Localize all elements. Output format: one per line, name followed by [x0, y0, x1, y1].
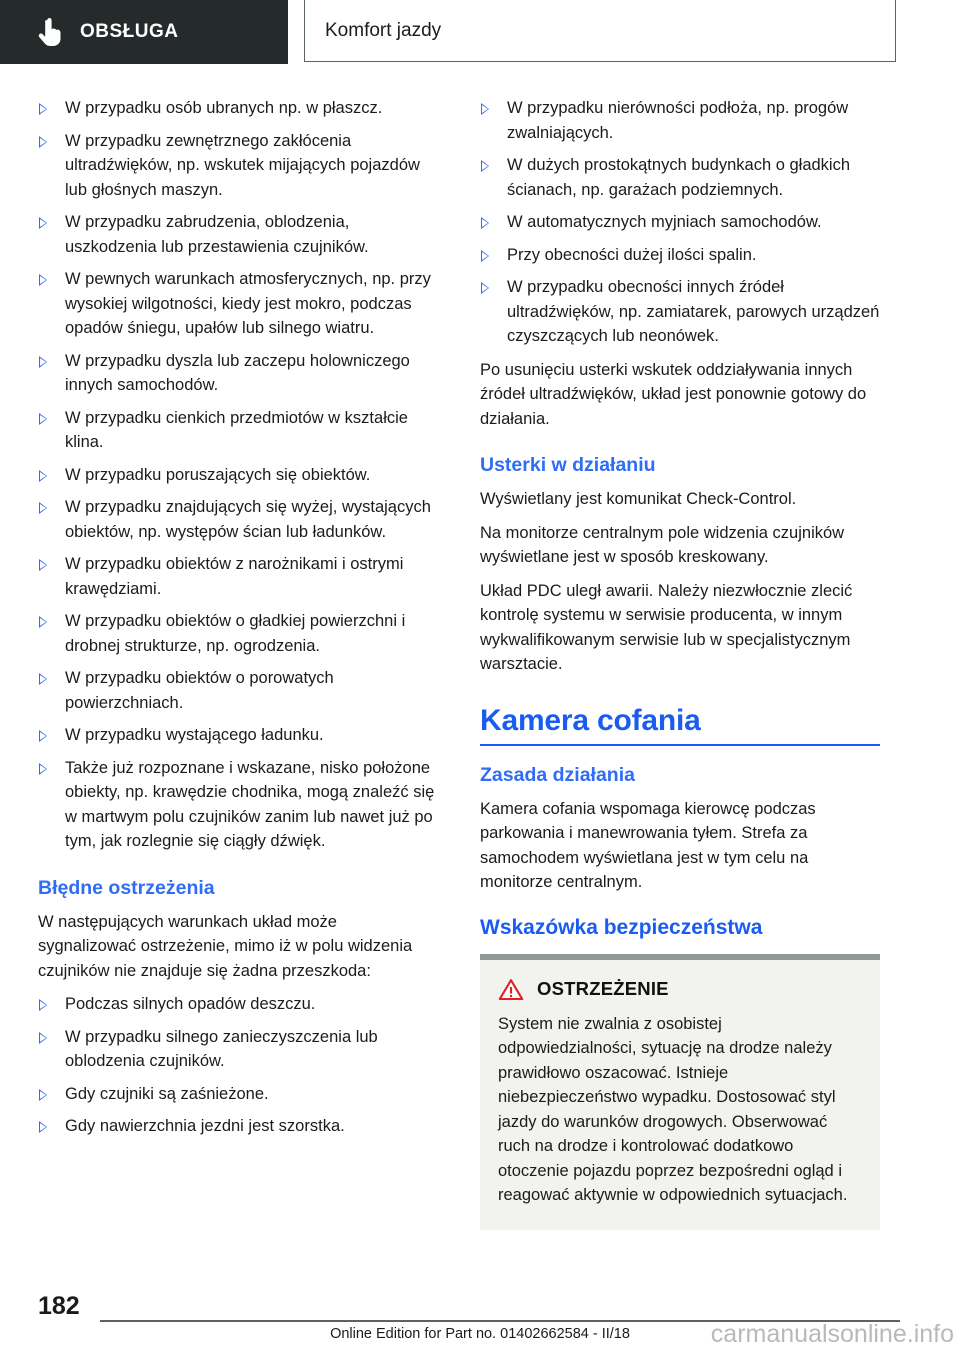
right-bullet-list-1: [480, 96, 880, 349]
list-item-text: W dużych prostokątnych budynkach o gładkich ścianach, np. garażach podziemnych.: [507, 156, 851, 199]
list-item: [38, 406, 438, 455]
list-item: [38, 349, 438, 398]
triangle-bullet-icon: [39, 356, 47, 368]
list-item: [38, 1082, 438, 1107]
list-item: [38, 666, 438, 715]
list-item: [480, 275, 880, 349]
heading-usterki-w-dzialaniu: Usterki w działaniu: [480, 454, 656, 476]
warning-triangle-icon: [498, 978, 524, 1001]
triangle-bullet-icon: [39, 616, 47, 628]
left-bullet-list-1: [38, 96, 438, 854]
list-item-text: W przypadku osób ubranych np. w płaszcz.: [65, 99, 383, 117]
watermark-text: carmanualsonline.info: [710, 1320, 954, 1348]
paragraph-bledne-intro: W następujących warunkach układ może sygnalizować ostrzeżenie, mimo iż w polu widzenia czujników nie znajduje się żadna przeszkoda:: [38, 912, 413, 980]
list-item-text: W przypadku poruszających się obiektów.: [65, 465, 371, 484]
heading-zasada-dzialania: Zasada działania: [480, 763, 635, 786]
list-item: [480, 210, 880, 235]
triangle-bullet-icon: [39, 502, 47, 514]
paragraph-usterki-3: Układ PDC uległ awarii. Należy niezwłocznie zlecić kontrolę systemu w serwisie producenta, w innym wykwalifikowanym serwisie lub w specjalistycznym warsztacie.: [480, 581, 853, 673]
list-item: [38, 96, 438, 121]
triangle-bullet-icon: [39, 1032, 47, 1044]
triangle-bullet-icon: [39, 217, 47, 229]
warning-title: OSTRZEŻENIE: [537, 978, 669, 999]
triangle-bullet-icon: [39, 470, 47, 482]
list-item: [38, 992, 438, 1017]
list-item-text: Gdy nawierzchnia jezdni jest szorstka.: [65, 1117, 345, 1135]
paragraph-usterki-1: Wyświetlany jest komunikat Check-Control.: [480, 490, 797, 508]
warning-title-row: [498, 978, 862, 1001]
list-item-text: W przypadku cienkich przedmiotów w kształcie klina.: [65, 408, 408, 451]
triangle-bullet-icon: [39, 999, 47, 1011]
paragraph-usterki-2: Na monitorze centralnym pole widzenia czujników wyświetlane jest w sposób kreskowany.: [480, 523, 845, 566]
triangle-bullet-icon: [39, 136, 47, 148]
triangle-bullet-icon: [481, 160, 489, 172]
list-item: [38, 463, 438, 488]
list-item: [38, 723, 438, 748]
list-item: [480, 96, 880, 145]
triangle-bullet-icon: [481, 217, 489, 229]
footer-edition-text: Online Edition for Part no. 01402662584 - II/18: [330, 1326, 630, 1342]
list-item-text: Podczas silnych opadów deszczu.: [65, 995, 316, 1013]
left-column: [38, 96, 438, 1148]
triangle-bullet-icon: [39, 413, 47, 425]
list-item: [38, 609, 438, 658]
paragraph-zasada: Kamera cofania wspomaga kierowcę podczas parkowania i manewrowania tyłem. Strefa za samochodem wyświetlana jest w tym celu na monitorze centralnym.: [480, 799, 816, 891]
list-item: [480, 243, 880, 268]
triangle-bullet-icon: [39, 1089, 47, 1101]
triangle-bullet-icon: [39, 103, 47, 115]
pointing-hand-icon: [38, 18, 62, 46]
triangle-bullet-icon: [481, 103, 489, 115]
list-item-text: W przypadku dyszla lub zaczepu holowniczego innych samochodów.: [65, 351, 410, 394]
heading-kamera-cofania: Kamera cofania: [480, 703, 701, 737]
left-bullet-list-2: [38, 992, 438, 1139]
list-item-text: W przypadku obiektów z narożnikami i ostrymi krawędziami.: [65, 555, 404, 598]
triangle-bullet-icon: [39, 673, 47, 685]
list-item: [38, 495, 438, 544]
warning-box: [480, 954, 880, 1230]
list-item-text: W przypadku zabrudzenia, oblodzenia, uszkodzenia lub przestawienia czujników.: [65, 213, 369, 256]
triangle-bullet-icon: [481, 282, 489, 294]
list-item: [38, 552, 438, 601]
list-item: [38, 129, 438, 203]
list-item-text: W przypadku obiektów o gładkiej powierzchni i drobnej strukturze, np. ogrodzenia.: [65, 612, 406, 655]
list-item-text: W przypadku znajdujących się wyżej, wystających obiektów, np. występów ścian lub ładunków.: [65, 498, 431, 541]
triangle-bullet-icon: [39, 274, 47, 286]
list-item-text: W pewnych warunkach atmosferycznych, np. przy wysokiej wilgotności, kiedy jest mokro, podczas opadów śniegu, upałów lub silnego wiatru.: [65, 270, 431, 337]
list-item-text: W automatycznych myjniach samochodów.: [507, 213, 822, 231]
list-item-text: Przy obecności dużej ilości spalin.: [507, 245, 757, 264]
list-item-text: W przypadku nierówności podłoża, np. progów zwalniających.: [507, 99, 849, 142]
tab-obsluga[interactable]: [0, 0, 288, 64]
list-item-text: W przypadku silnego zanieczyszczenia lub oblodzenia czujników.: [65, 1027, 378, 1070]
list-item: [38, 756, 438, 854]
heading-bledne-ostrzezenia: Błędne ostrzeżenia: [38, 876, 215, 899]
list-item-text: W przypadku obecności innych źródeł ultradźwięków, np. zamiatarek, parowych urządzeń czyszczących lub neonówek.: [507, 278, 880, 345]
tab-komfort-jazdy[interactable]: [304, 0, 896, 62]
list-item: [38, 267, 438, 341]
list-item-text: W przypadku wystającego ładunku.: [65, 726, 324, 744]
right-column: [480, 96, 880, 1230]
page-header: [0, 0, 960, 64]
heading-rule: [480, 744, 880, 746]
triangle-bullet-icon: [39, 763, 47, 775]
triangle-bullet-icon: [481, 250, 489, 262]
page-number: 182: [38, 1292, 80, 1320]
heading-wskazowka-bezpieczenstwa: Wskazówka bezpieczeństwa: [480, 915, 763, 939]
list-item: [480, 153, 880, 202]
list-item: [38, 1025, 438, 1074]
warning-body-text: System nie zwalnia z osobistej odpowiedzialności, sytuację na drodze należy prawidłowo oszacować. Istnieje niebezpieczeństwo wypadku. Dostosować styl jazdy do warunków drogowych. Obserwować ruch na drodze i kontrolować dodatkowo otoczenie pojazdu poprzez bezpośredni ogląd i reagować aktywnie w odpowiednich sytuacjach.: [498, 1014, 848, 1204]
page-footer: [0, 1284, 960, 1362]
warning-box-inner: [480, 960, 880, 1230]
triangle-bullet-icon: [39, 1121, 47, 1133]
list-item: [38, 210, 438, 259]
triangle-bullet-icon: [39, 559, 47, 571]
paragraph-po-usunieciu: Po usunięciu usterki wskutek oddziaływania innych źródeł ultradźwięków, układ jest ponownie gotowy do działania.: [480, 360, 867, 428]
tab-komfort-jazdy-label: Komfort jazdy: [325, 19, 442, 41]
list-item: [38, 1114, 438, 1139]
tab-obsluga-label: OBSŁUGA: [80, 21, 179, 42]
triangle-bullet-icon: [39, 730, 47, 742]
list-item-text: Gdy czujniki są zaśnieżone.: [65, 1084, 269, 1103]
list-item-text: Także już rozpoznane i wskazane, nisko położone obiekty, np. krawędzie chodnika, mogą znaleźć się w martwym polu czujników zanim lub nawet już po tym, jak rozlegnie się ciągły dźwięk.: [65, 758, 435, 850]
list-item-text: W przypadku obiektów o porowatych powierzchniach.: [65, 669, 334, 712]
list-item-text: W przypadku zewnętrznego zakłócenia ultradźwięków, np. wskutek mijających pojazdów lub głośnych maszyn.: [65, 131, 420, 199]
